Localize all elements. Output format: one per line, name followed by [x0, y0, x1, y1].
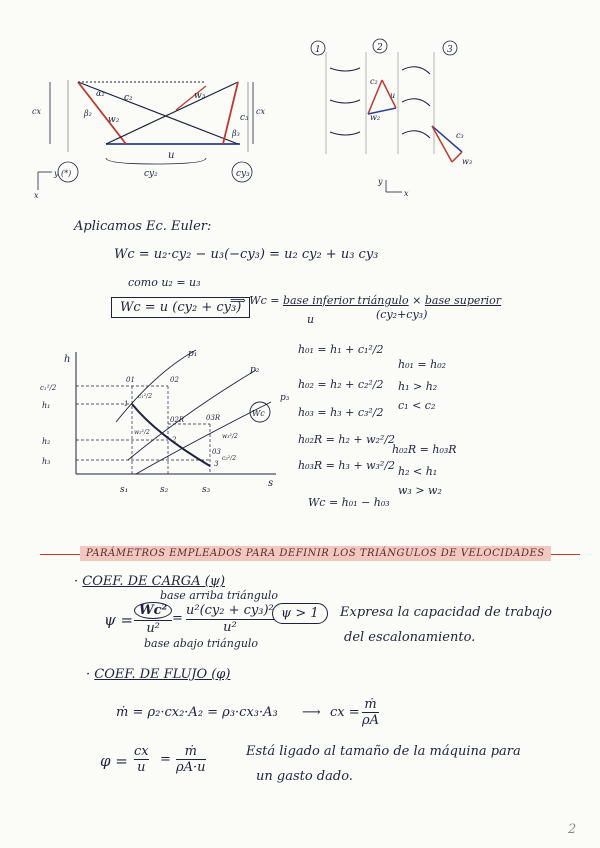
flujo-phi-eq: φ = — [100, 752, 128, 770]
relation-6: Wc = h₀₁ − h₀₃ — [308, 496, 390, 509]
axis-y-label: y — [54, 169, 59, 178]
flujo-heading: · COEF. DE FLUJO (φ) — [86, 667, 231, 682]
flujo-equals: = — [160, 752, 171, 767]
cascade-label-1: 1 — [315, 45, 321, 55]
hs-p3: p₃ — [280, 393, 290, 403]
cascade-c2: c₂ — [370, 77, 378, 86]
euler-eq1: Wc = u₂·cy₂ − u₃(−cy₃) = u₂ cy₂ + u₃ cy₃ — [114, 247, 379, 262]
euler-boxed: Wc = u (cy₂ + cy₃) — [111, 297, 250, 318]
relation-side-1: h₀₁ = h₀₂ — [398, 358, 447, 371]
cascade-diagram — [306, 34, 476, 204]
euler-base-inferior: base inferior triángulo — [282, 294, 409, 307]
cascade-axis-x: x — [404, 189, 409, 198]
relation-side-5: h₂ < h₁ — [398, 465, 438, 478]
hs-p02: 02 — [170, 376, 179, 384]
hs-s1: s₁ — [120, 485, 129, 495]
hs-p01: 01 — [126, 376, 135, 384]
carga-desc-2: del escalonamiento. — [344, 630, 476, 645]
euler-arrow-eq: ⟹ Wc = base inferior triángulo × base superior — [230, 294, 502, 307]
alpha2-label: α₂ — [96, 89, 105, 98]
flujo-cx-eq: cx = — [330, 705, 360, 720]
flujo-arrow: ⟶ — [302, 705, 321, 720]
cascade-axis-y: y — [378, 177, 383, 186]
blade-2a — [402, 67, 430, 74]
hs-h3: h₃ — [42, 457, 51, 466]
relation-5: h₀₃R = h₃ + w₃²/2 — [298, 459, 396, 472]
hs-h2: h₂ — [42, 437, 51, 446]
hs-p2: p₂ — [250, 365, 260, 375]
section-title: PARÁMETROS EMPLEADOS PARA DEFINIR LOS TRIÁNGULOS DE VELOCIDADES — [80, 546, 551, 561]
cy3-label: cy₃ — [236, 169, 250, 179]
hs-axis-s: s — [268, 478, 274, 489]
relation-side-2: h₁ > h₂ — [398, 380, 438, 393]
relation-side-6: w₃ > w₂ — [398, 484, 442, 497]
relation-side-3: c₁ < c₂ — [398, 399, 436, 412]
hs-axis-h: h — [64, 354, 71, 365]
cascade-w3: w₃ — [462, 157, 473, 166]
blade-1a — [330, 68, 360, 71]
carga-psi-eq: ψ = — [104, 611, 134, 629]
cascade-label-2: 2 — [377, 43, 383, 53]
relation-side-4: h₀₂R = h₀₃R — [392, 443, 457, 456]
hs-p02r: 02R — [170, 416, 185, 424]
flujo-desc-1: Está ligado al tamaño de la máquina para — [246, 744, 521, 759]
hs-h1: h₁ — [42, 401, 51, 410]
hs-pt1: 1 — [124, 400, 129, 408]
c2-label: c₂ — [124, 93, 133, 103]
carga-fraction-2: u²(cy₂ + cy₃)² u² — [186, 603, 274, 635]
carga-psi-gt: ψ > 1 — [272, 603, 328, 624]
flujo-phi-fraction-1: cx u — [134, 744, 149, 775]
relation-4: h₀₂R = h₂ + w₂²/2 — [298, 433, 396, 446]
flujo-desc-2: un gasto dado. — [256, 769, 353, 784]
ca-left-label: cx — [32, 107, 41, 116]
page-number: 2 — [568, 822, 577, 837]
axis-x-label: x — [34, 191, 39, 200]
beta2-label: β₂ — [84, 109, 92, 118]
euler-base-superior: base superior — [424, 294, 502, 307]
ca-right-label: cx — [256, 107, 265, 116]
star-label: (*) — [61, 169, 72, 178]
hs-p03: 03 — [212, 448, 221, 456]
c3-label: c₃ — [240, 113, 249, 123]
beta3-label: β₃ — [232, 129, 240, 138]
hs-diagram — [36, 342, 296, 502]
cascade-u: u — [390, 91, 396, 100]
w3-label: w₃ — [194, 91, 206, 101]
flujo-mass-eq: ṁ = ρ₂·cx₂·A₂ = ρ₃·cx₃·A₃ — [116, 705, 278, 720]
hs-wc: Wc — [252, 409, 265, 418]
carga-fraction-1: Wc² u² — [134, 602, 172, 636]
hs-pt2: 2 — [172, 436, 177, 444]
carga-equals: = — [172, 611, 183, 626]
hs-w2-2: w₂²/2 — [134, 429, 150, 436]
hs-c1-2: c₁²/2 — [138, 393, 153, 400]
euler-eq2: como u₂ = u₃ — [128, 276, 201, 289]
relation-3: h₀₃ = h₃ + c₃²/2 — [298, 406, 384, 419]
flujo-cx-fraction: ṁ ρA — [362, 697, 380, 728]
euler-intro: Aplicamos Ec. Euler: — [74, 219, 212, 234]
hs-s3: s₃ — [202, 485, 211, 495]
hs-c3-2: c₃²/2 — [222, 455, 237, 462]
hs-p03r: 03R — [206, 414, 221, 422]
w2-label: w₂ — [108, 115, 120, 125]
flujo-phi-fraction-2: ṁ ρA·u — [176, 744, 206, 775]
hs-p1: p₁ — [188, 349, 198, 359]
hs-c1-over-2: c₁²/2 — [40, 384, 57, 392]
velocity-triangles-diagram — [28, 72, 268, 202]
hs-pt3: 3 — [214, 460, 219, 468]
euler-denom-cy: (cy₂+cy₃) — [376, 308, 428, 321]
hs-s2: s₂ — [160, 485, 169, 495]
relation-2: h₀₂ = h₂ + c₂²/2 — [298, 378, 384, 391]
u-label: u — [168, 150, 175, 161]
carga-heading: · COEF. DE CARGA (ψ) — [74, 574, 226, 589]
cy2-label: cy₂ — [144, 169, 158, 179]
hs-w3-2: w₃²/2 — [222, 433, 238, 440]
carga-note-bottom: base abajo triángulo — [144, 637, 259, 650]
cascade-label-3: 3 — [447, 45, 453, 55]
cascade-c3: c₃ — [456, 131, 464, 140]
carga-desc-1: Expresa la capacidad de trabajo — [340, 605, 552, 620]
relation-1: h₀₁ = h₁ + c₁²/2 — [298, 343, 384, 356]
euler-denom-u: u — [307, 313, 315, 326]
cascade-w2: w₂ — [370, 113, 381, 122]
carga-note-top: base arriba triángulo — [160, 589, 279, 602]
